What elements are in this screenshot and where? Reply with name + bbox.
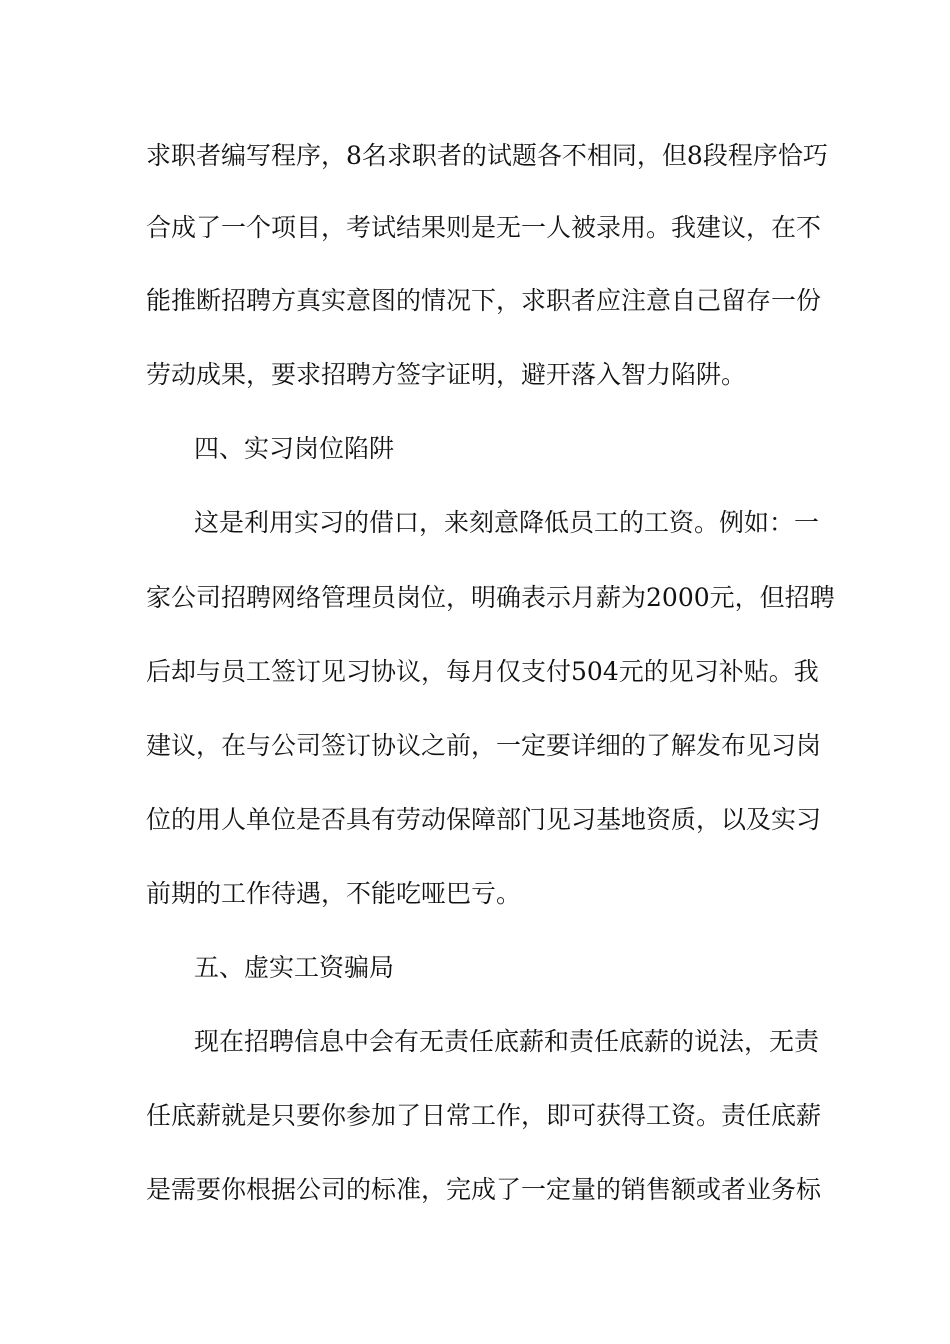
paragraph-line: 任底薪就是只要你参加了日常工作，即可获得工资。责任底薪 [146, 1101, 822, 1130]
paragraph-line: 合成了一个项目，考试结果则是无一人被录用。我建议，在不 [146, 213, 822, 242]
paragraph-line: 位的用人单位是否具有劳动保障部门见习基地资质，以及实习 [146, 805, 822, 834]
paragraph-line: 前期的工作待遇，不能吃哑巴亏。 [146, 879, 522, 908]
section-heading: 五、虚实工资骗局 [194, 953, 395, 982]
section-heading: 四、实习岗位陷阱 [194, 434, 395, 463]
paragraph-line: 是需要你根据公司的标准，完成了一定量的销售额或者业务标 [146, 1175, 822, 1204]
paragraph-line: 后却与员工签订见习协议，每月仅支付504元的见习补贴。我 [146, 657, 819, 686]
paragraph-line: 劳动成果，要求招聘方签字证明，避开落入智力陷阱。 [146, 360, 747, 389]
paragraph-line: 建议，在与公司签订协议之前，一定要详细的了解发布见习岗 [146, 731, 822, 760]
paragraph-line: 能推断招聘方真实意图的情况下，求职者应注意自己留存一份 [146, 286, 822, 315]
paragraph-line: 家公司招聘网络管理员岗位，明确表示月薪为2000元，但招聘 [146, 583, 835, 612]
paragraph-line: 现在招聘信息中会有无责任底薪和责任底薪的说法，无责 [194, 1027, 820, 1056]
paragraph-line: 求职者编写程序，8名求职者的试题各不相同，但8段程序恰巧 [146, 141, 828, 170]
paragraph-line: 这是利用实习的借口，来刻意降低员工的工资。例如：一 [194, 508, 820, 537]
